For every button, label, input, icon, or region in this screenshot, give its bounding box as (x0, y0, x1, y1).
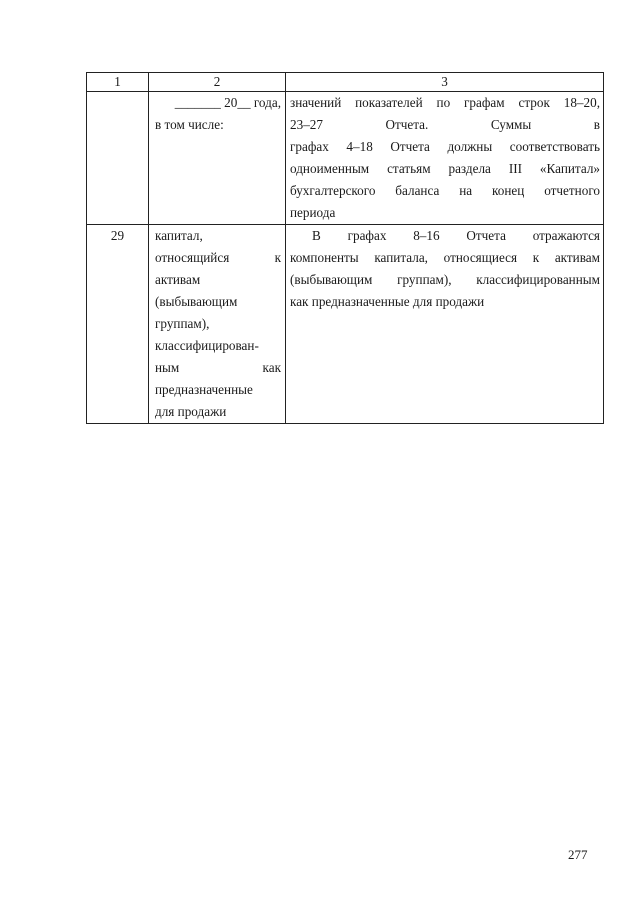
table-row (87, 92, 604, 225)
term-line: ным как (155, 360, 281, 375)
definitions-table (86, 72, 604, 424)
row-description (286, 225, 604, 424)
desc-line: В графах 8–16 Отчета отражаются (312, 228, 600, 243)
table-header-row (87, 73, 604, 92)
header-cell-3: 3 (286, 73, 604, 92)
row-description (286, 92, 604, 225)
row-number: 29 (87, 225, 149, 424)
desc-line: 23–27 Отчета. Суммы в (290, 117, 600, 132)
term-line: классифицирован- (155, 338, 259, 353)
table-row (87, 225, 604, 424)
row-term (149, 225, 286, 424)
term-line: капитал, (155, 228, 203, 243)
desc-line: графах 4–18 Отчета должны соответствовать (290, 139, 600, 154)
term-line: предназначенные (155, 382, 253, 397)
desc-line: бухгалтерского баланса на конец отчетного (290, 183, 600, 198)
desc-line: компоненты капитала, относящиеся к активам (290, 250, 600, 265)
term-line: группам), (155, 316, 210, 331)
desc-line: как предназначенные для продажи (290, 294, 485, 309)
term-line: для продажи (155, 404, 227, 419)
page-number: 277 (568, 847, 588, 862)
desc-line: значений показателей по графам строк 18–20, (290, 95, 600, 110)
term-line: (выбывающим (155, 294, 238, 309)
row-term (149, 92, 286, 225)
term-line: _______ 20__ года, (174, 95, 281, 110)
desc-line: периода (290, 205, 336, 220)
term-line: в том числе: (155, 117, 224, 132)
row-number (87, 92, 149, 225)
term-line: относящийся к (155, 250, 281, 265)
header-cell-2: 2 (149, 73, 286, 92)
desc-line: (выбывающим группам), классифицированным (290, 272, 600, 287)
header-cell-1: 1 (87, 73, 149, 92)
term-line: активам (155, 272, 201, 287)
desc-line: одноименным статьям раздела III «Капитал» (290, 161, 600, 176)
